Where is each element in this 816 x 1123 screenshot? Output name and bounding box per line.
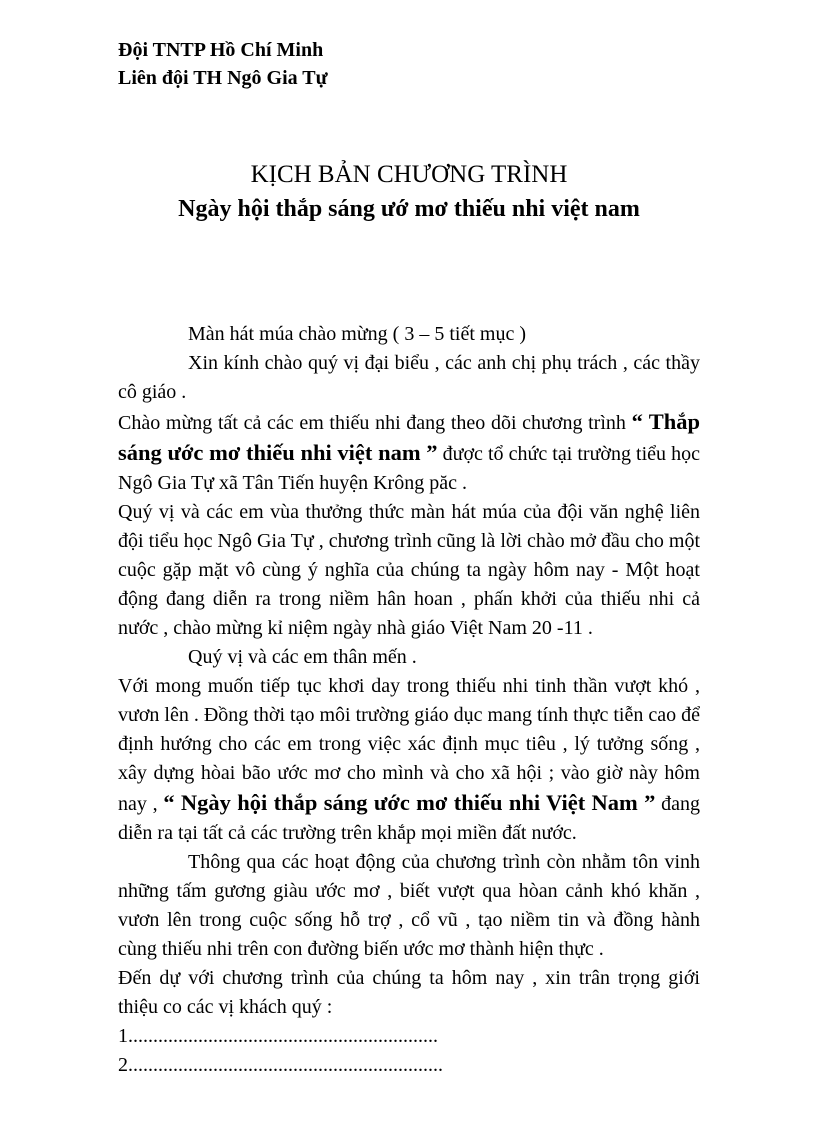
text-segment: đang diễn ra tại tất cả các trường trên khắp mọi miền đất nước. [118,793,700,844]
text-segment: Với mong muốn tiếp tục khơi day trong thiếu nhi tinh thần vượt khó , vươn lên . Đồng thời tạo môi trường giáo dục mang tính thực tiễn cao để định hướng cho các em trong việc xác định mục tiêu , lý tưởng sống , xây dựng hòai bão ước mơ cho mình và cho xã hội ; vào giờ này hôm nay , [118,675,700,815]
paragraph-opening-act [118,320,700,349]
header-line-unit: Liên đội TH Ngô Gia Tự [118,67,328,89]
title-subtitle: Ngày hội thắp sáng ướ mơ thiếu nhi việt nam [178,196,640,222]
title-main: KỊCH BẢN CHƯƠNG TRÌNH [250,161,568,188]
paragraph-welcome [118,407,700,498]
text-segment: Đến dự với chương trình của chúng ta hôm nay , xin trân trọng giới thiệu co các vị khách quý : [118,967,700,1018]
header-line-organization: Đội TNTP Hồ Chí Minh [118,39,324,61]
text-segment: 1.............................................................. [118,1025,438,1047]
document-body [118,320,700,1080]
text-segment: 2............................................................... [118,1054,443,1076]
paragraph-guest-introduction [118,964,700,1022]
document-header [118,36,700,92]
paragraph-purpose [118,672,700,848]
text-segment: Màn hát múa chào mừng ( 3 – 5 tiết mục ) [188,323,526,345]
text-segment: Quý vị và các em vùa thưởng thức màn hát múa của đội văn nghệ liên đội tiểu học Ngô Gia Tự , chương trình cũng là lời chào mở đầu cho một cuộc gặp mặt vô cùng ý nghĩa của chúng ta ngày hôm nay - Một hoạt động đang diễn ra trong niềm hân hoan , phấn khởi của thiếu nhi cả nước , chào mừng kỉ niệm ngày nhà giáo Việt Nam 20 -11 . [118,501,700,639]
bold-text-segment: “ Thắp sáng ước mơ thiếu nhi việt nam ” [118,409,700,465]
paragraph-dear-guests [118,643,700,672]
text-segment: Xin kính chào quý vị đại biểu , các anh chị phụ trách , các thầy cô giáo . [118,352,700,403]
paragraph-greeting [118,349,700,407]
document-title [118,158,700,226]
dotted-guest-line-2 [118,1051,700,1080]
text-segment: Thông qua các hoạt động của chương trình còn nhằm tôn vinh những tấm gương giàu ước mơ , biết vượt qua hòan cảnh khó khăn , vươn lên trong cuộc sống hỗ trợ , cổ vũ , tạo niềm tin và đồng hành cùng thiếu nhi trên con đường biến ước mơ thành hiện thực . [118,851,700,960]
paragraph-honor [118,848,700,964]
bold-text-segment: “ Ngày hội thắp sáng ước mơ thiếu nhi Việt Nam ” [163,790,656,815]
text-segment: được tổ chức tại trường tiểu học Ngô Gia Tự xã Tân Tiến huyện Krông păc . [118,443,700,494]
dotted-guest-line-1 [118,1022,700,1051]
text-segment: Quý vị và các em thân mến . [188,646,417,668]
paragraph-program-intro [118,498,700,643]
text-segment: Chào mừng tất cả các em thiếu nhi đang theo dõi chương trình [118,412,632,434]
